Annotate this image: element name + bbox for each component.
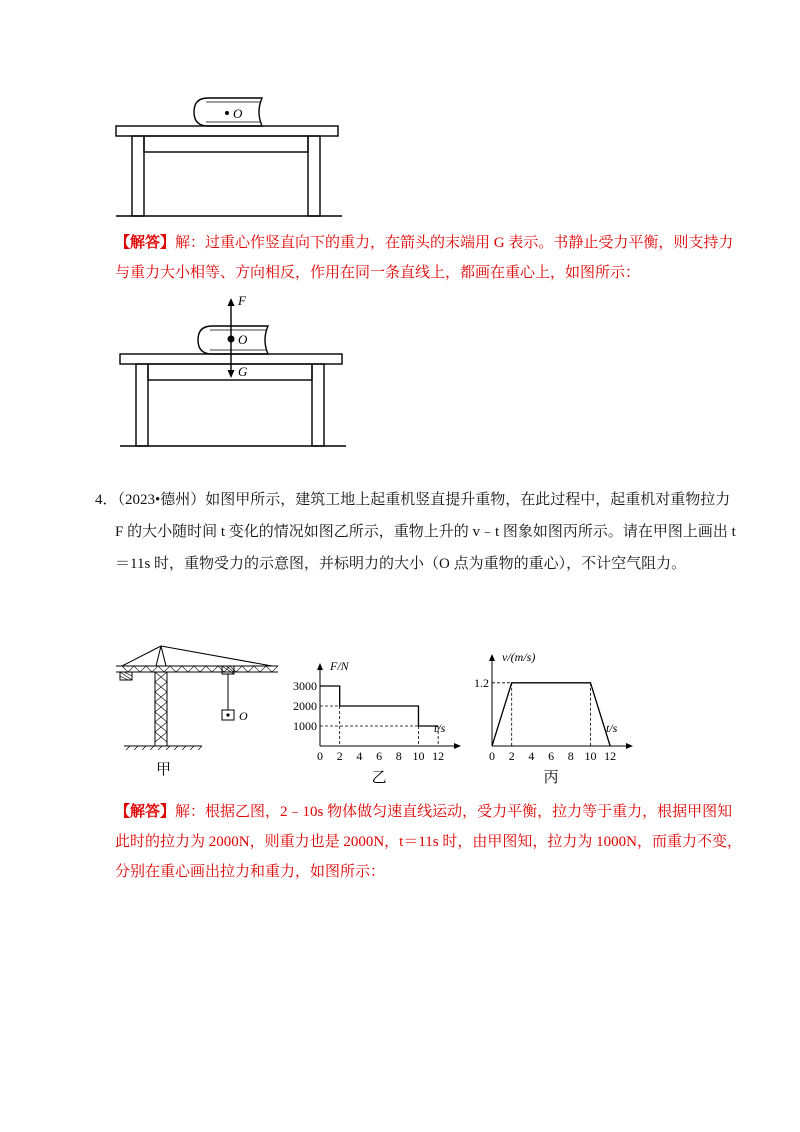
answer-line: 分别在重心画出拉力和重力，如图所示：: [115, 864, 386, 880]
y-axis-label: F/N: [330, 659, 349, 673]
x-tick-label: 10: [412, 749, 425, 763]
answer-tag: 【解答】: [115, 804, 176, 820]
answer-line: 此时的拉力为 2000N，则重力也是 2000N，t＝11s 时，由甲图知，拉力为 1000N，而重力不变，: [115, 834, 742, 850]
force-g-label: G: [238, 364, 248, 379]
question-4: [95, 484, 795, 580]
book-forces-figure: [110, 290, 360, 460]
answer-line: 与重力大小相等、方向相反，作用在同一条直线上，都画在重心上，如图所示：: [115, 265, 641, 281]
answer-block-1: [115, 228, 795, 288]
center-of-gravity-label: O: [238, 332, 248, 347]
x-tick-label: 4: [528, 749, 535, 763]
y-tick-label: 1.2: [474, 675, 489, 690]
center-of-gravity-label: O: [233, 106, 243, 121]
y-axis-label: v/(m/s): [502, 650, 536, 664]
y-axis-arrow: [317, 663, 323, 670]
crane-figure: [112, 642, 282, 782]
x-tick-label: 6: [548, 749, 555, 763]
x-axis-arrow: [626, 743, 633, 749]
answer-tag: 【解答】: [115, 235, 176, 251]
series-line: [492, 683, 610, 746]
y-axis-arrow: [489, 654, 495, 661]
x-tick-label: 12: [432, 749, 445, 763]
x-tick-label: 6: [376, 749, 383, 763]
figure-caption: 丙: [543, 770, 559, 786]
y-tick-label: 1000: [293, 719, 317, 733]
force-time-chart: [282, 650, 472, 786]
figure-caption-jia: 甲: [156, 760, 172, 778]
force-f-label: F: [238, 293, 246, 308]
book-on-table-figure: [110, 90, 350, 220]
x-tick-label: 0: [317, 749, 323, 763]
x-axis-arrow: [454, 743, 461, 749]
question-line: F 的大小随时间 t 变化的情况如图乙所示，重物上升的 v﹣t 图象如图丙所示。请在甲图上画出 t: [115, 524, 736, 540]
y-tick-label: 3000: [293, 679, 317, 693]
x-tick-label: 8: [395, 749, 402, 763]
y-tick-label: 2000: [293, 699, 317, 713]
x-axis-label: t/s: [434, 721, 446, 735]
question-line: 4．（2023•德州）如图甲所示，建筑工地上起重机竖直提升重物，在此过程中，起重机对重物拉力: [95, 492, 731, 508]
answer-block-4: [115, 797, 795, 887]
velocity-time-chart: [470, 650, 645, 786]
x-tick-label: 10: [584, 749, 597, 763]
x-axis-label: t/s: [606, 721, 618, 735]
load-center-label: O: [239, 709, 248, 723]
answer-line: 【解答】解：过重心作竖直向下的重力，在箭头的末端用 G 表示。书静止受力平衡，则支持力: [115, 235, 734, 251]
x-tick-label: 2: [336, 749, 343, 763]
x-tick-label: 12: [604, 749, 617, 763]
x-tick-label: 4: [356, 749, 363, 763]
answer-line: 【解答】解：根据乙图，2﹣10s 物体做匀速直线运动，受力平衡，拉力等于重力，根据甲图知: [115, 804, 733, 820]
x-tick-label: 8: [567, 749, 574, 763]
figure-caption: 乙: [371, 770, 387, 786]
question-line: ＝11s 时，重物受力的示意图，并标明力的大小（O 点为重物的重心），不计空气阻力。: [115, 556, 687, 572]
x-tick-label: 2: [508, 749, 515, 763]
x-tick-label: 0: [489, 749, 495, 763]
